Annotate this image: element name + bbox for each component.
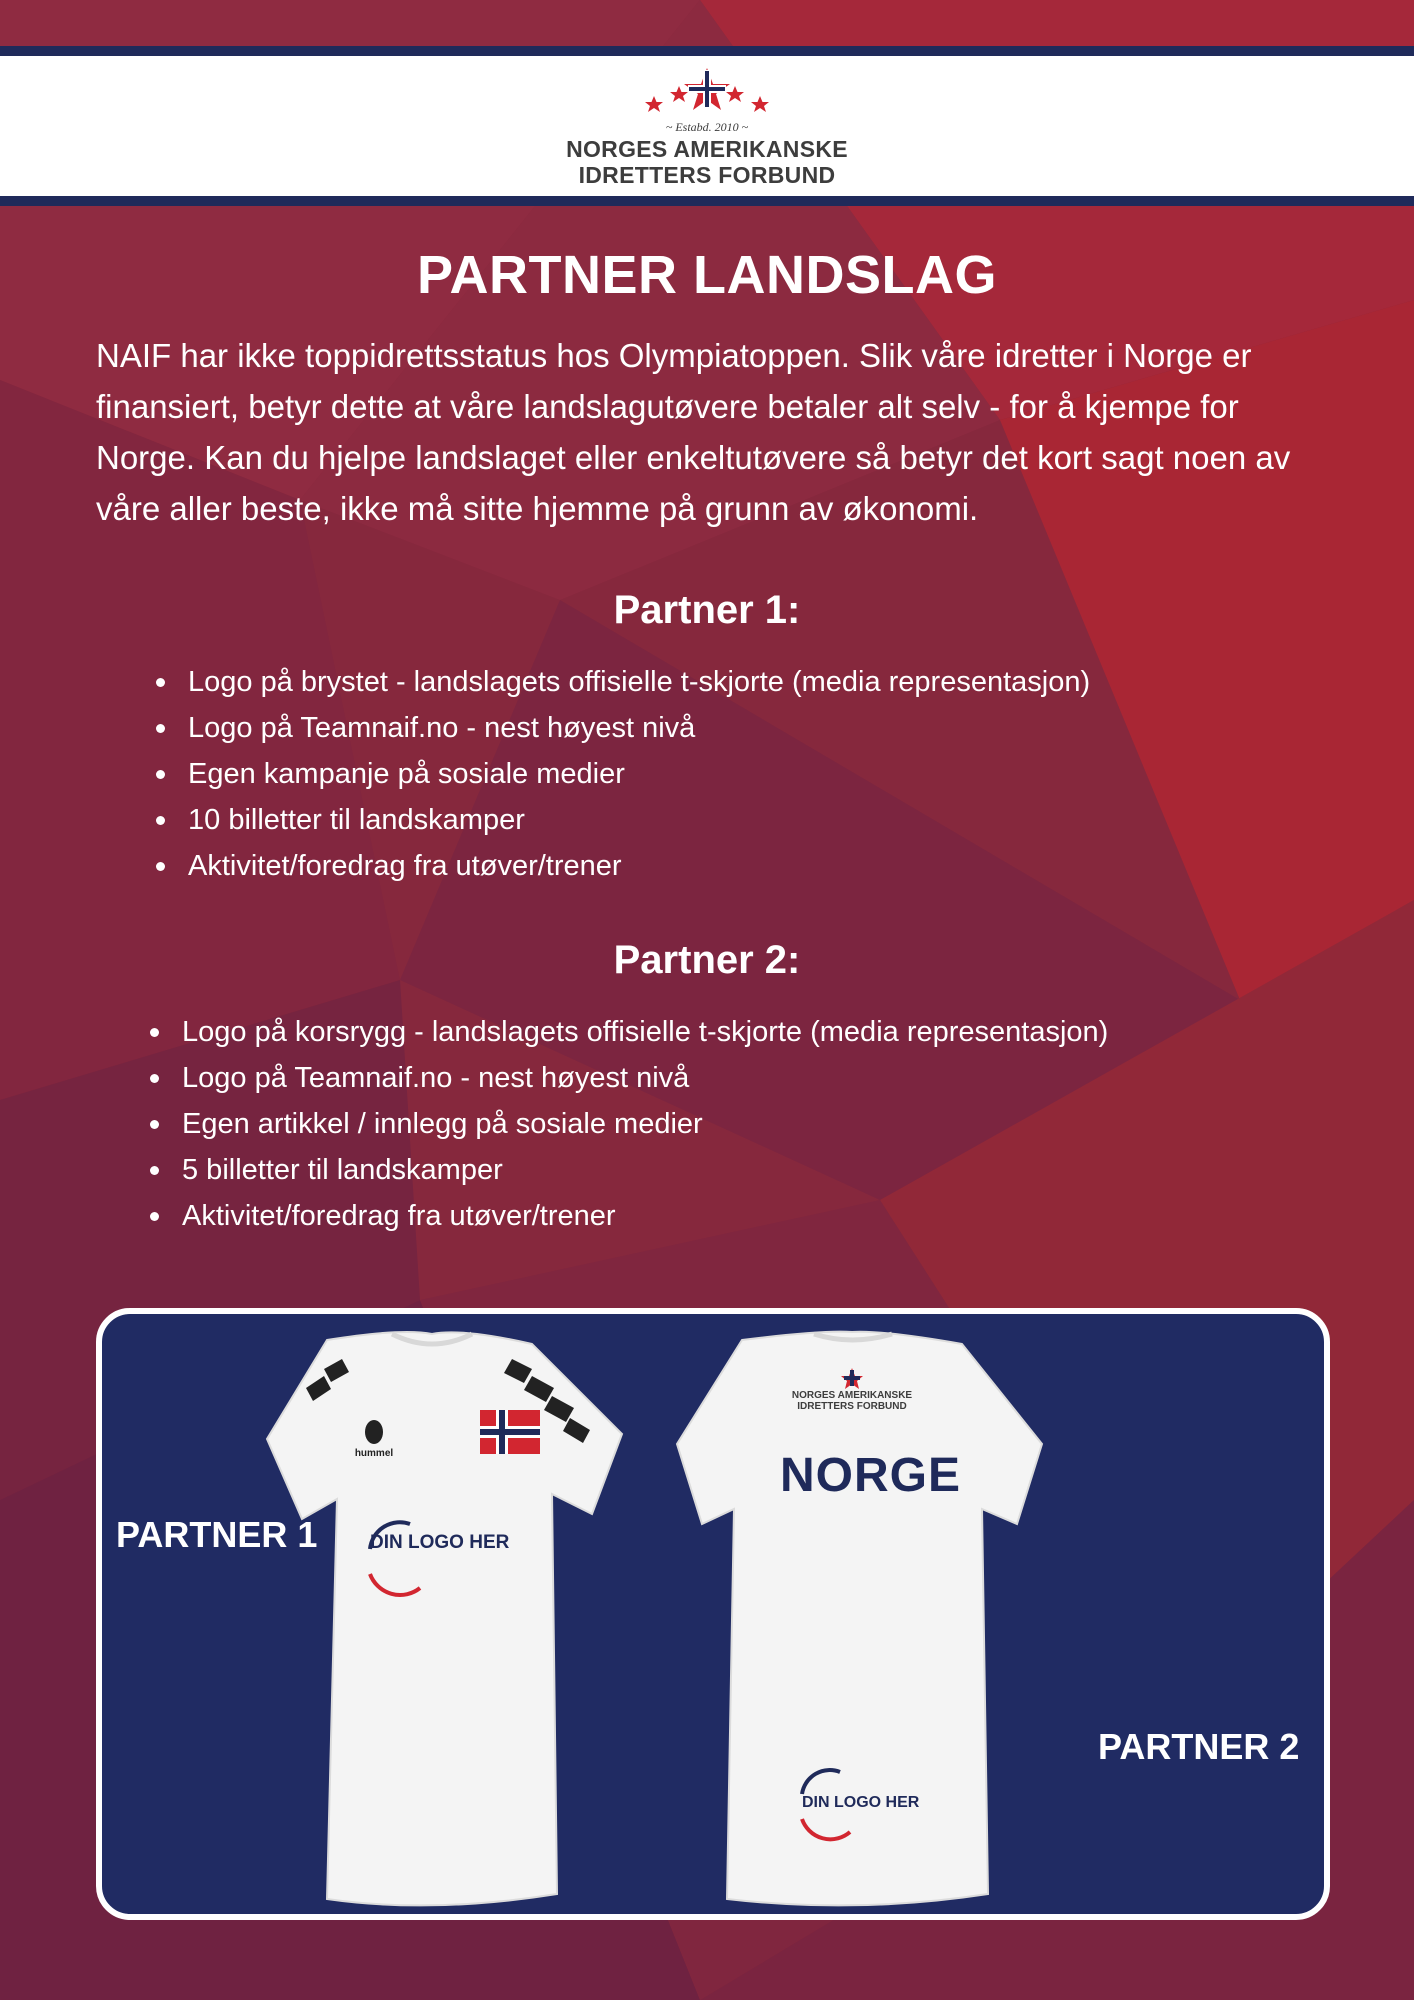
list-item: Logo på korsrygg - landslagets offisielle t-skjorte (media representasjon) <box>144 1009 1108 1055</box>
din-logo-back <box>802 1794 919 1812</box>
list-item: 10 billetter til landskamper <box>150 797 1090 843</box>
list-item: Logo på brystet - landslagets offisielle t-skjorte (media representasjon) <box>150 659 1090 705</box>
intro-paragraph: NAIF har ikke toppidrettsstatus hos Olympiatoppen. Slik våre idretter i Norge er finansiert, betyr dette at våre landslagutøvere betaler alt selv - for å kjempe for Norge. Kan du hjelpe landslaget eller enkeltutøvere så betyr det kort sagt noen av våre aller beste, ikke må sitte hjemme på grunn av økonomi. <box>96 337 1291 527</box>
shirts-illustration <box>102 1314 1324 1914</box>
list-item: Logo på Teamnaif.no - nest høyest nivå <box>150 705 1090 751</box>
header-stripe-bottom <box>0 196 1414 206</box>
list-item: 5 billetter til landskamper <box>144 1147 1108 1193</box>
page-title: PARTNER LANDSLAG <box>417 245 997 305</box>
partner-1-heading: Partner 1: <box>613 588 801 632</box>
logo-line-1: NORGES AMERIKANSKE <box>566 136 848 162</box>
logo-line-2: IDRETTERS FORBUND <box>578 162 836 188</box>
back-naif-logo <box>782 1390 922 1412</box>
list-item: Aktivitet/foredrag fra utøver/trener <box>150 843 1090 889</box>
list-item: Egen kampanje på sosiale medier <box>150 751 1090 797</box>
list-item: Aktivitet/foredrag fra utøver/trener <box>144 1193 1108 1239</box>
hummel-brand-text: hummel <box>354 1448 394 1459</box>
din-logo-back-text: DIN LOGO HER <box>802 1794 920 1811</box>
back-logo-line-2: IDRETTERS FORBUND <box>797 1401 907 1412</box>
din-logo-front-text: DIN LOGO HER <box>370 1532 510 1553</box>
front-shirt-icon <box>267 1332 622 1905</box>
header-stripe-top <box>0 46 1414 56</box>
list-item: Egen artikkel / innlegg på sosiale medier <box>144 1101 1108 1147</box>
partner-1-label: PARTNER 1 <box>116 1514 318 1555</box>
partner-2-benefits-list <box>144 1009 1108 1239</box>
norge-back-text: NORGE <box>780 1449 962 1502</box>
partner-2-heading: Partner 2: <box>613 938 801 982</box>
partner-2-label: PARTNER 2 <box>1098 1726 1300 1767</box>
back-shirt-icon <box>677 1332 1042 1906</box>
list-item: Logo på Teamnaif.no - nest høyest nivå <box>144 1055 1108 1101</box>
naif-logo <box>0 66 1414 187</box>
shirt-showcase-panel <box>96 1308 1330 1920</box>
din-logo-front <box>370 1532 509 1554</box>
back-logo-line-1: NORGES AMERIKANSKE <box>791 1390 913 1401</box>
partner-1-benefits-list <box>150 659 1090 889</box>
logo-tagline: ~ Estabd. 2010 ~ <box>665 120 749 134</box>
star-flag-emblem-icon <box>632 66 782 128</box>
